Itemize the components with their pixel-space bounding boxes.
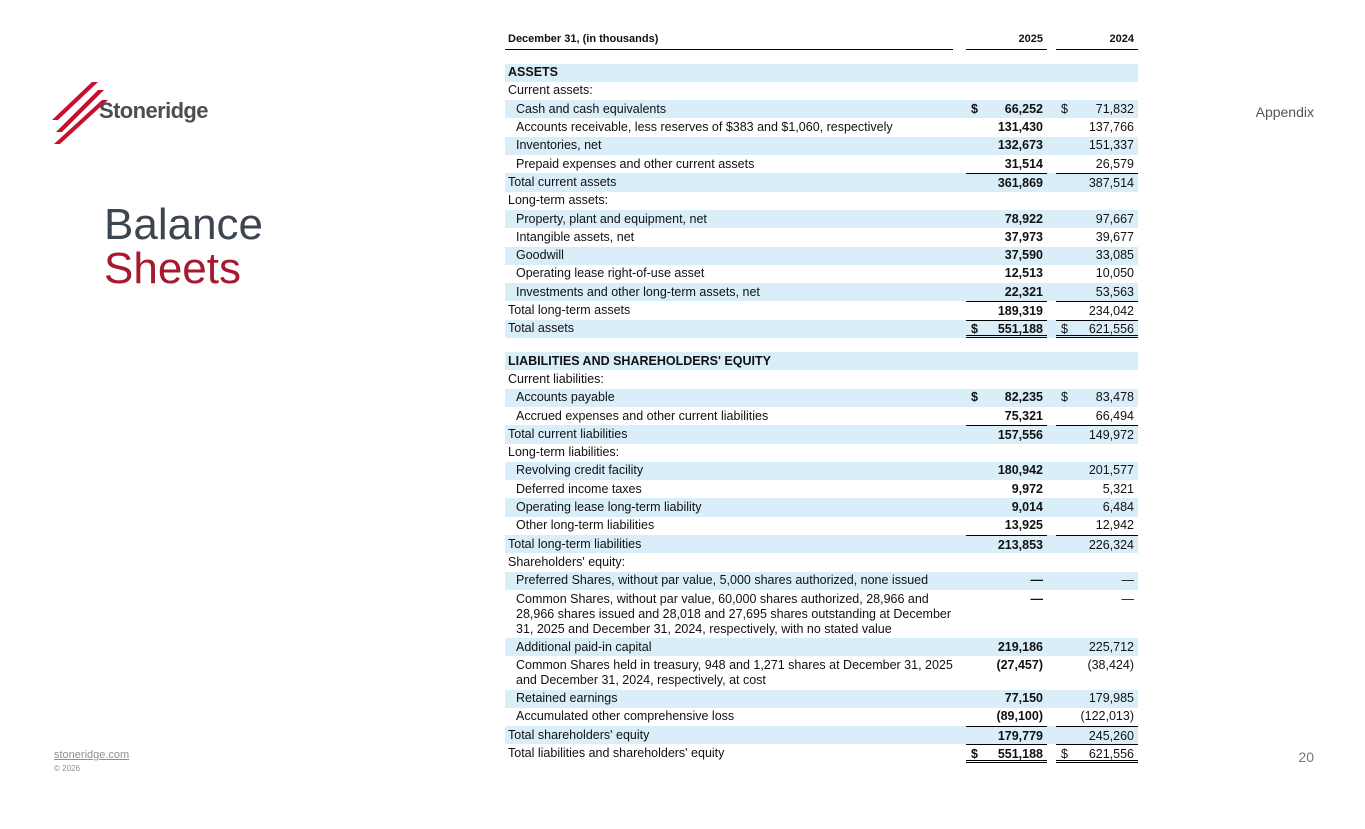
value-2025: 131,430 [997, 120, 1043, 135]
table-row [505, 444, 1138, 462]
table-row [505, 389, 1138, 407]
table-row [505, 210, 1138, 228]
row-label: Common Shares, without par value, 60,000 shares authorized, 28,966 and 28,966 shares issued and 28,018 and 27,695 shares outstanding at December 31, 2025 and December 31, 2024, respectively, with no stated value [516, 591, 952, 636]
table-row [505, 638, 1138, 656]
value-2025: 78,922 [1004, 211, 1043, 226]
row-label: Operating lease long-term liability [516, 500, 702, 515]
value-2024: 621,556 [1088, 747, 1134, 762]
table-row [505, 498, 1138, 516]
value-2024: 83,478 [1095, 390, 1134, 405]
row-label: Current liabilities: [508, 371, 604, 386]
value-2024: 5,321 [1102, 481, 1134, 496]
row-label: Investments and other long-term assets, net [516, 284, 760, 299]
stoneridge-logo [52, 80, 212, 150]
value-2025: — [1030, 573, 1043, 588]
value-2024: 151,337 [1088, 138, 1134, 153]
row-label: Total current liabilities [508, 426, 628, 441]
table-row [505, 283, 1138, 301]
value-2025: 37,590 [1004, 248, 1043, 263]
value-2025: 9,014 [1011, 500, 1043, 515]
row-label: Operating lease right-of-use asset [516, 266, 705, 281]
value-2025: 82,235 [1004, 390, 1043, 405]
value-2024: 179,985 [1088, 691, 1134, 706]
value-2024: 53,563 [1095, 284, 1134, 299]
value-2025: 66,252 [1004, 101, 1043, 116]
value-2025: 551,188 [997, 747, 1043, 762]
value-2025: 361,869 [997, 175, 1043, 190]
value-2024: 26,579 [1095, 156, 1134, 171]
value-2024: 245,260 [1088, 728, 1134, 743]
table-row [505, 517, 1138, 535]
title-line-2: Sheets [104, 244, 241, 293]
value-2024: 6,484 [1102, 500, 1134, 515]
value-2024: 33,085 [1095, 248, 1134, 263]
table-row [505, 425, 1138, 443]
value-2024: 66,494 [1095, 408, 1134, 423]
row-label: Accounts payable [516, 390, 615, 405]
table-row [505, 247, 1138, 265]
row-label: Total shareholders' equity [508, 727, 650, 742]
table-row [505, 301, 1138, 319]
value-2025: 551,188 [997, 322, 1043, 337]
value-2024: (122,013) [1080, 709, 1134, 724]
row-label: Accumulated other comprehensive loss [516, 709, 735, 724]
balance-sheet-table [505, 31, 1138, 763]
table-row [505, 690, 1138, 708]
value-2024: (38,424) [1087, 657, 1134, 672]
row-label: Total assets [508, 321, 575, 336]
row-label: Deferred income taxes [516, 481, 642, 496]
value-2025: — [1030, 591, 1043, 606]
table-row [505, 370, 1138, 388]
value-2025: 9,972 [1011, 481, 1043, 496]
row-label: Total long-term liabilities [508, 536, 642, 551]
value-2025: 157,556 [997, 427, 1043, 442]
row-label: Accounts receivable, less reserves of $383 and $1,060, respectively [516, 120, 893, 135]
row-label: Total long-term assets [508, 303, 631, 318]
brand-name: Stoneridge [99, 98, 208, 123]
value-2024: 39,677 [1095, 229, 1134, 244]
page-title [104, 200, 264, 293]
table-row [505, 656, 1138, 689]
currency-2025: $ [971, 390, 978, 405]
value-2025: 219,186 [997, 639, 1043, 654]
row-label: Shareholders' equity: [508, 554, 626, 569]
row-label: Other long-term liabilities [516, 518, 655, 533]
value-2025: 189,319 [997, 304, 1043, 319]
table-row [505, 118, 1138, 136]
value-2025: 31,514 [1004, 156, 1043, 171]
table-row [505, 708, 1138, 726]
currency-2025: $ [971, 101, 978, 116]
table-row [505, 553, 1138, 571]
row-label: LIABILITIES AND SHAREHOLDERS' EQUITY [508, 353, 771, 368]
table-row [505, 462, 1138, 480]
table-row [505, 744, 1138, 762]
row-label: Revolving credit facility [516, 463, 644, 478]
currency-2024: $ [1061, 747, 1068, 762]
page-number: 20 [1298, 749, 1314, 765]
value-2024: 137,766 [1088, 120, 1134, 135]
table-row [505, 228, 1138, 246]
header-2025: 2025 [1018, 33, 1043, 45]
value-2024: 225,712 [1088, 639, 1134, 654]
value-2024: 12,942 [1095, 518, 1134, 533]
value-2024: 621,556 [1088, 322, 1134, 337]
value-2025: 22,321 [1004, 284, 1043, 299]
table-row [505, 352, 1138, 370]
row-label: Preferred Shares, without par value, 5,000 shares authorized, none issued [516, 573, 929, 588]
section-label: Appendix [1255, 104, 1314, 120]
value-2025: 180,942 [997, 463, 1043, 478]
table-row [505, 590, 1138, 638]
currency-2025: $ [971, 322, 978, 337]
copyright: © 2026 [54, 764, 80, 773]
row-label: Cash and cash equivalents [516, 101, 667, 116]
table-row [505, 64, 1138, 82]
value-2025: 13,925 [1004, 518, 1043, 533]
row-label: Total current assets [508, 174, 617, 189]
website-link[interactable]: stoneridge.com [54, 749, 130, 761]
value-2024: 149,972 [1088, 427, 1134, 442]
table-row [505, 82, 1138, 100]
value-2025: 37,973 [1004, 229, 1043, 244]
value-2024: 387,514 [1088, 175, 1134, 190]
currency-2025: $ [971, 747, 978, 762]
header-2024: 2024 [1109, 33, 1134, 45]
currency-2024: $ [1061, 101, 1068, 116]
value-2024: 71,832 [1095, 101, 1134, 116]
row-label: Total liabilities and shareholders' equity [508, 746, 725, 761]
row-label: Retained earnings [516, 691, 618, 706]
table-row [505, 265, 1138, 283]
value-2025: 77,150 [1004, 691, 1043, 706]
row-label: Accrued expenses and other current liabilities [516, 408, 769, 423]
table-row [505, 100, 1138, 118]
row-label: Property, plant and equipment, net [516, 211, 707, 226]
table-row [505, 480, 1138, 498]
value-2024: 10,050 [1095, 266, 1134, 281]
value-2024: — [1121, 591, 1134, 606]
value-2025: (27,457) [996, 657, 1043, 672]
value-2024: 234,042 [1088, 304, 1134, 319]
value-2025: 213,853 [997, 537, 1043, 552]
row-label: Current assets: [508, 83, 593, 98]
row-label: Long-term liabilities: [508, 445, 620, 460]
row-label: Prepaid expenses and other current assets [516, 156, 755, 171]
table-row [505, 192, 1138, 210]
table-row [505, 320, 1138, 338]
table-row [505, 407, 1138, 425]
table-row [505, 572, 1138, 590]
table-row [505, 155, 1138, 173]
value-2025: 75,321 [1004, 408, 1043, 423]
row-label: Common Shares held in treasury, 948 and 1,271 shares at December 31, 2025 and December 31, 2024, respectively, at cost [516, 657, 953, 687]
row-label: Goodwill [516, 248, 564, 263]
row-label: ASSETS [508, 65, 559, 80]
value-2024: 97,667 [1095, 211, 1134, 226]
title-line-1: Balance [104, 200, 264, 249]
currency-2024: $ [1061, 322, 1068, 337]
header-label: December 31, (in thousands) [505, 31, 953, 50]
value-2024: 226,324 [1088, 537, 1134, 552]
value-2025: 132,673 [997, 138, 1043, 153]
value-2025: (89,100) [996, 709, 1043, 724]
table-row [505, 173, 1138, 191]
row-label: Inventories, net [516, 138, 602, 153]
table-row [505, 535, 1138, 553]
table-row [505, 726, 1138, 744]
table-row [505, 137, 1138, 155]
value-2025: 12,513 [1004, 266, 1043, 281]
currency-2024: $ [1061, 390, 1068, 405]
value-2025: 179,779 [997, 728, 1043, 743]
row-label: Additional paid-in capital [516, 639, 652, 654]
value-2024: 201,577 [1088, 463, 1134, 478]
table-header [505, 31, 1138, 50]
row-label: Long-term assets: [508, 193, 609, 208]
row-label: Intangible assets, net [516, 229, 635, 244]
value-2024: — [1121, 573, 1134, 588]
